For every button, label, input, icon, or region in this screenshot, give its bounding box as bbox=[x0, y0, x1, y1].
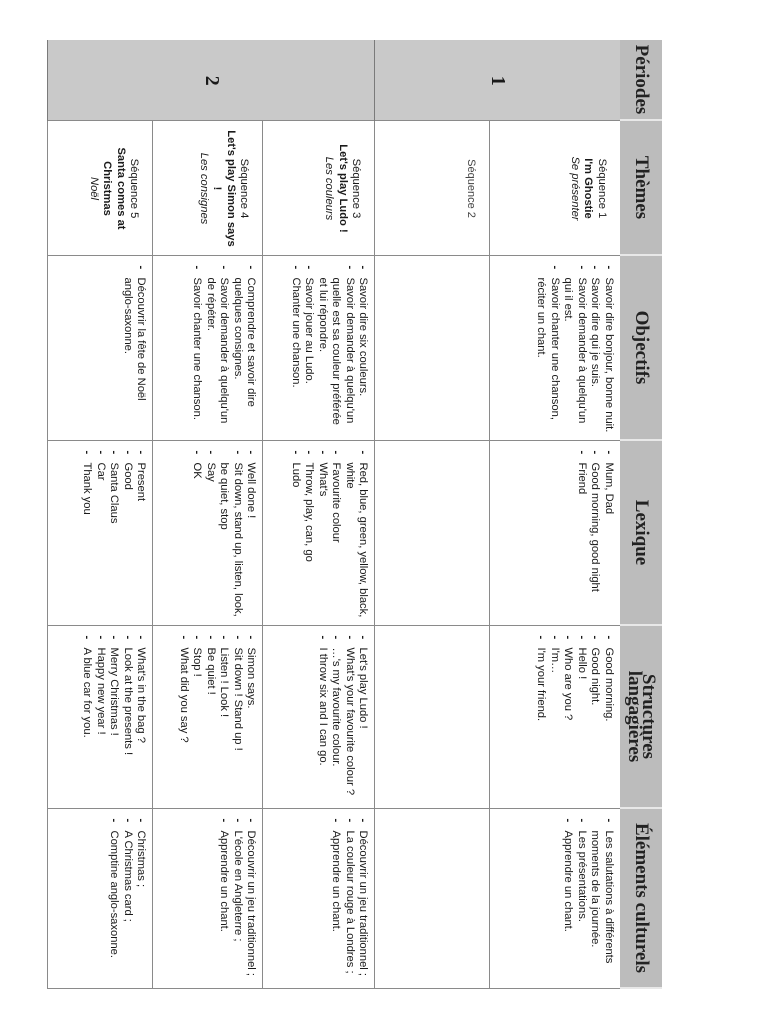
objectifs-cell bbox=[48, 255, 153, 440]
lexique-cell bbox=[263, 440, 375, 625]
list-item: - Comprendre et savoir dire quelques consignes. bbox=[230, 264, 257, 434]
period-cell: 2 bbox=[48, 40, 375, 120]
list-item: - …'s my favourite colour. bbox=[329, 634, 343, 802]
sequence-number: Séquence 2 bbox=[465, 159, 478, 218]
theme-cell bbox=[490, 120, 620, 255]
culturels-cell bbox=[153, 808, 263, 988]
list-item: - Throw, play, can, go bbox=[302, 449, 316, 619]
structures-cell bbox=[153, 625, 263, 808]
sequence-subtitle: Se présenter bbox=[568, 156, 581, 221]
sequence-title: Let's play Simon says ! bbox=[211, 130, 237, 247]
list-item: - A Christmas card ; bbox=[120, 817, 134, 982]
culturels-cell bbox=[263, 808, 375, 988]
header-lexique: Lexique bbox=[620, 440, 662, 625]
list-item: - Red, blue, green, yellow, black, white bbox=[342, 449, 369, 619]
list-item: - Apprendre un chant. bbox=[561, 817, 575, 982]
list-item: - Santa Claus bbox=[107, 449, 121, 619]
list-item: - OK bbox=[190, 449, 204, 619]
list-item: - Savoir demander à quelqu'un quelle est sa couleur préférée et lui répondre. bbox=[315, 264, 356, 434]
list-item: - Well done ! bbox=[244, 449, 258, 619]
list-item: - What did you say ? bbox=[176, 634, 190, 802]
list-item: - Car bbox=[93, 449, 107, 619]
lexique-cell bbox=[375, 440, 490, 625]
list-item: - Savoir chanter une chanson, réciter un chant. bbox=[533, 264, 560, 434]
list-item: - Friend bbox=[574, 449, 588, 619]
list-item: - Good night. bbox=[588, 634, 602, 802]
lesson-plan-table bbox=[48, 40, 663, 989]
table-row bbox=[375, 40, 490, 988]
sequence-title: I'm Ghostie bbox=[582, 158, 595, 219]
lesson-plan-sheet bbox=[30, 40, 662, 988]
theme-cell bbox=[375, 120, 490, 255]
theme-cell bbox=[48, 120, 153, 255]
table-row bbox=[153, 40, 263, 988]
list-item: - Hello ! bbox=[574, 634, 588, 802]
list-item: - Sit down, stand up, listen, look, be quiet, stop bbox=[217, 449, 244, 619]
objectifs-cell bbox=[153, 255, 263, 440]
list-item: - I'm… bbox=[547, 634, 561, 802]
lexique-cell bbox=[48, 440, 153, 625]
list-item: - What's your favourite colour ? bbox=[342, 634, 356, 802]
list-item: - Savoir dire bonjour, bonne nuit. bbox=[601, 264, 615, 434]
list-item: - I'm your friend. bbox=[533, 634, 547, 802]
list-item: - I throw six and I can go. bbox=[315, 634, 329, 802]
header-row bbox=[620, 40, 662, 988]
structures-cell bbox=[263, 625, 375, 808]
list-item: - Merry Christmas ! bbox=[107, 634, 121, 802]
structures-cell bbox=[490, 625, 620, 808]
list-item: - Stop ! bbox=[190, 634, 204, 802]
structures-cell bbox=[375, 625, 490, 808]
list-item: - Present bbox=[134, 449, 148, 619]
list-item: - Savoir demander à quelqu'un qui il est. bbox=[561, 264, 588, 434]
sequence-number: Séquence 1 bbox=[596, 158, 608, 219]
header-objectifs: Objectifs bbox=[620, 255, 662, 440]
table-row bbox=[48, 40, 153, 988]
sequence-number: Séquence 5 bbox=[128, 158, 141, 219]
list-item: - Savoir dire qui je suis. bbox=[588, 264, 602, 434]
list-item: - Ludo bbox=[288, 449, 302, 619]
lexique-cell bbox=[490, 440, 620, 625]
theme-cell bbox=[153, 120, 263, 255]
list-item: - Découvrir un jeu traditionnel ; bbox=[356, 817, 370, 982]
theme-cell bbox=[263, 120, 375, 255]
list-item: - Sit down ! Stand up ! bbox=[230, 634, 244, 802]
objectifs-cell bbox=[263, 255, 375, 440]
list-item: - Good bbox=[120, 449, 134, 619]
list-item: - Mum, Dad bbox=[601, 449, 615, 619]
list-item: - Apprendre un chant. bbox=[329, 817, 343, 982]
list-item: - What's bbox=[315, 449, 329, 619]
sequence-subtitle: Noël bbox=[87, 176, 100, 200]
period-cell: 1 bbox=[375, 40, 620, 120]
sequence-number: Séquence 4 bbox=[238, 158, 251, 219]
objectifs-cell bbox=[490, 255, 620, 440]
list-item: - Chanter une chanson. bbox=[288, 264, 302, 434]
list-item: - Christmas ; bbox=[134, 817, 148, 982]
list-item: - L'école en Angleterre ; bbox=[230, 817, 244, 982]
header-structures: Structures langagières bbox=[620, 625, 662, 808]
list-item: - Les salutations à différents moments de la journée. bbox=[588, 817, 615, 982]
sequence-subtitle: Les couleurs bbox=[323, 156, 336, 221]
list-item: - Good morning. bbox=[601, 634, 615, 802]
sequence-title: Santa comes at Christmas bbox=[101, 147, 127, 230]
culturels-cell bbox=[375, 808, 490, 988]
list-item: - La couleur rouge à Londres ; bbox=[342, 817, 356, 982]
list-item: - Comptine anglo-saxonne. bbox=[107, 817, 121, 982]
sequence-number: Séquence 3 bbox=[350, 158, 363, 219]
sequence-subtitle: Les consignes bbox=[197, 152, 210, 225]
list-item: - Good morning, good night bbox=[588, 449, 602, 619]
list-item: - Savoir demander à quelqu'un de répéter. bbox=[203, 264, 230, 434]
table-row bbox=[263, 40, 375, 988]
list-item: - Say bbox=[203, 449, 217, 619]
header-culturels: Éléments culturels bbox=[620, 808, 662, 988]
list-item: - Les présentations. bbox=[574, 817, 588, 982]
objectifs-cell bbox=[375, 255, 490, 440]
list-item: - Thank you bbox=[80, 449, 94, 619]
list-item: - Savoir dire six couleurs. bbox=[356, 264, 370, 434]
list-item: - Let's play Ludo ! bbox=[356, 634, 370, 802]
culturels-cell bbox=[490, 808, 620, 988]
list-item: - A blue car for you. bbox=[80, 634, 94, 802]
list-item: - Découvrir la fête de Noël anglo-saxonne. bbox=[120, 264, 147, 434]
structures-cell bbox=[48, 625, 153, 808]
list-item: - Savoir jouer au Ludo. bbox=[302, 264, 316, 434]
list-item: - Favourite colour bbox=[329, 449, 343, 619]
culturels-cell bbox=[48, 808, 153, 988]
lexique-cell bbox=[153, 440, 263, 625]
list-item: - Be quiet ! bbox=[203, 634, 217, 802]
list-item: - Look at the presents ! bbox=[120, 634, 134, 802]
list-item: - Apprendre un chant. bbox=[217, 817, 231, 982]
list-item: - Savoir chanter une chanson. bbox=[190, 264, 204, 434]
header-periodes: Périodes bbox=[620, 40, 662, 120]
list-item: - Who are you ? bbox=[561, 634, 575, 802]
list-item: - Listen ! Look ! bbox=[217, 634, 231, 802]
list-item: - Happy new year ! bbox=[93, 634, 107, 802]
list-item: - What's in the bag ? bbox=[134, 634, 148, 802]
list-item: - Simon says. bbox=[244, 634, 258, 802]
sequence-title: Let's play Ludo ! bbox=[336, 144, 349, 233]
table-row bbox=[490, 40, 620, 988]
header-themes: Thèmes bbox=[620, 120, 662, 255]
list-item: - Découvrir un jeu traditionnel ; bbox=[244, 817, 258, 982]
